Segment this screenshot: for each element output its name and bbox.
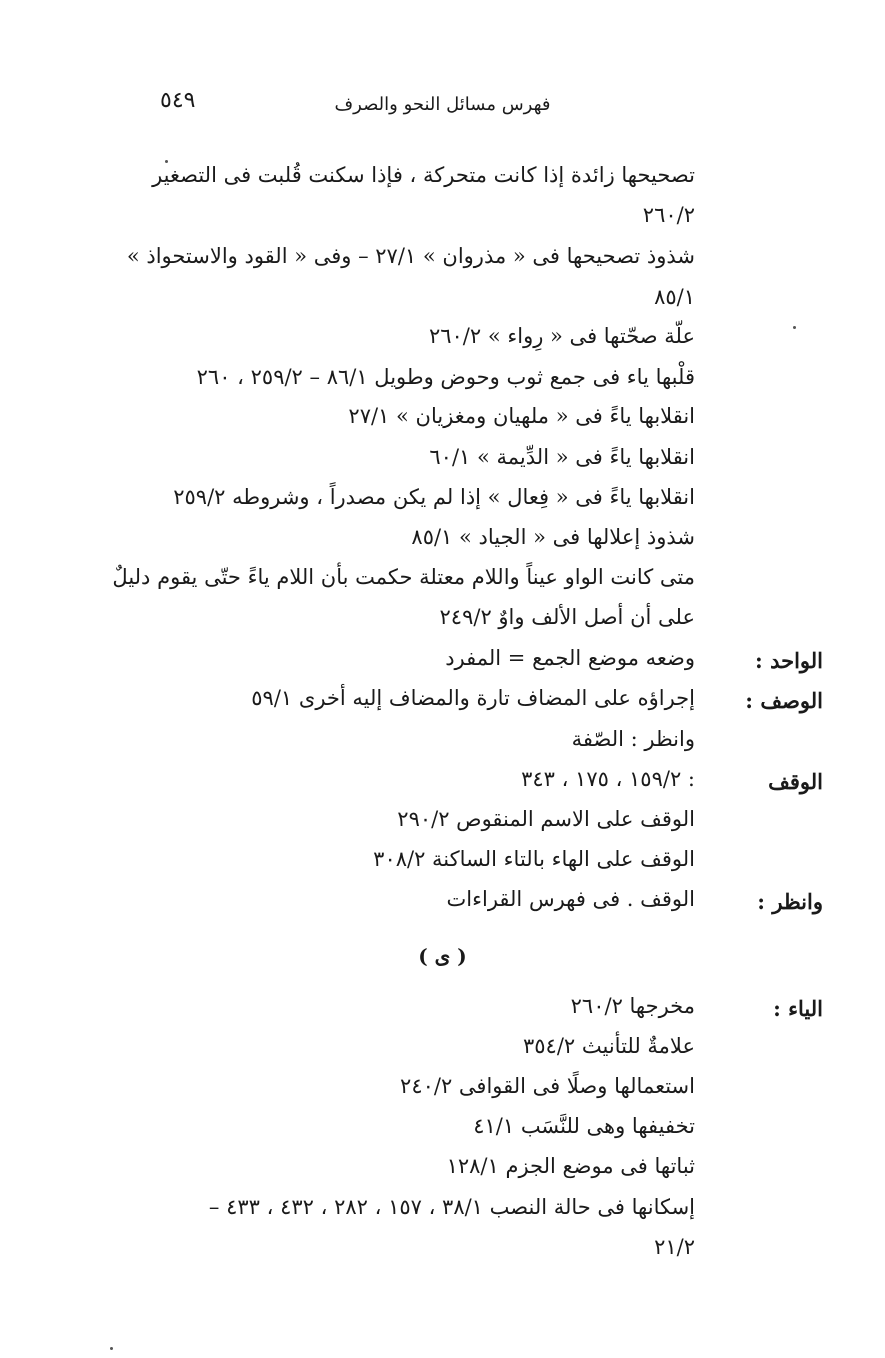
entry-line: مخرجها ٢٦٠/٢ bbox=[570, 994, 695, 1018]
entry-line: إجراؤه على المضاف تارة والمضاف إليه أخرى ٥٩/١ bbox=[251, 686, 695, 710]
index-term-unzur: وانظر : bbox=[757, 889, 823, 914]
entry-line: علّة صحّتها فى « رِواء » ٢٦٠/٢ bbox=[428, 324, 695, 348]
entry-line: وانظر : الصّفة bbox=[571, 727, 695, 751]
entry-line: ٢٦٠/٢ bbox=[642, 203, 695, 227]
scan-speck bbox=[110, 1347, 113, 1350]
entry-line: الوقف . فى فهرس القراءات bbox=[446, 887, 695, 911]
entry-line: إسكانها فى حالة النصب ٣٨/١ ، ١٥٧ ، ٢٨٢ ، ٤٣٢ ، ٤٣٣ – bbox=[208, 1195, 695, 1219]
page-number: ٥٤٩ bbox=[160, 88, 196, 113]
entry-line: تصحيحها زائدة إذا كانت متحركة ، فإذا سكنت قُلبت فى التصغير bbox=[152, 163, 695, 187]
entry-line: استعمالها وصلًا فى القوافى ٢٤٠/٢ bbox=[400, 1074, 695, 1098]
entry-line: شذوذ إعلالها فى « الجياد » ٨٥/١ bbox=[411, 525, 695, 549]
entry-line: قلْبها ياء فى جمع ثوب وحوض وطويل ٨٦/١ – ٢٥٩/٢ ، ٢٦٠ bbox=[196, 365, 695, 389]
entry-line: انقلابها ياءً فى « فِعال » إذا لم يكن مصدراً ، وشروطه ٢٥٩/٢ bbox=[173, 485, 695, 509]
entry-line: : ١٥٩/٢ ، ١٧٥ ، ٣٤٣ bbox=[521, 767, 695, 791]
index-term-wahid: الواحد : bbox=[755, 648, 823, 673]
scan-speck bbox=[165, 160, 168, 163]
entry-line: وضعه موضع الجمع = المفرد bbox=[445, 646, 695, 670]
index-term-waqf: الوقف bbox=[768, 769, 823, 794]
entry-line: علامةٌ للتأنيث ٣٥٤/٢ bbox=[522, 1034, 695, 1058]
entry-line: انقلابها ياءً فى « الدِّيمة » ٦٠/١ bbox=[429, 445, 695, 469]
entry-line: متى كانت الواو عيناً واللام معتلة حكمت بأن اللام ياءً حتّى يقوم دليلٌ bbox=[112, 565, 695, 589]
section-letter-heading: ( ى ) bbox=[418, 944, 467, 968]
entry-line: تخفيفها وهى للنَّسَب ٤١/١ bbox=[473, 1114, 695, 1138]
entry-line: ٨٥/١ bbox=[654, 285, 695, 309]
index-term-ya: الياء : bbox=[773, 996, 823, 1021]
entry-line: الوقف على الهاء بالتاء الساكنة ٣٠٨/٢ bbox=[373, 847, 695, 871]
entry-line: ثباتها فى موضع الجزم ١٢٨/١ bbox=[446, 1154, 695, 1178]
scan-speck bbox=[793, 326, 796, 329]
entry-line: ٢١/٢ bbox=[654, 1235, 695, 1259]
entry-line: انقلابها ياءً فى « ملهيان ومغزيان » ٢٧/١ bbox=[348, 404, 695, 428]
entry-line: الوقف على الاسم المنقوص ٢٩٠/٢ bbox=[397, 807, 695, 831]
running-header-title: فهرس مسائل النحو والصرف bbox=[334, 94, 551, 115]
index-term-wasf: الوصف : bbox=[745, 688, 823, 713]
entry-line: على أن أصل الألف واوٌ ٢٤٩/٢ bbox=[439, 605, 695, 629]
entry-line: شذوذ تصحيحها فى « مذروان » ٢٧/١ – وفى « القود والاستحواذ » bbox=[126, 244, 695, 268]
